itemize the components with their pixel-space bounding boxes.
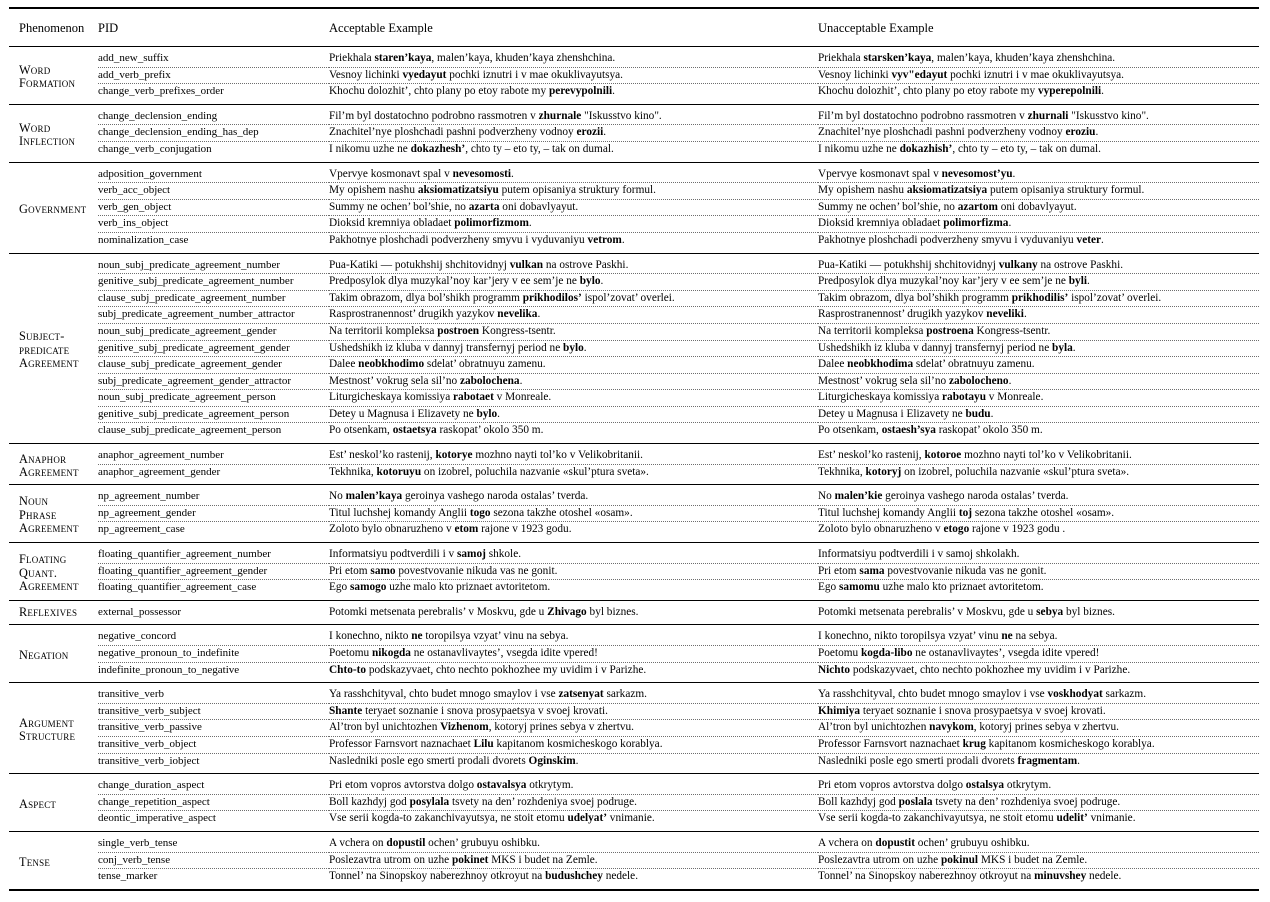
phenomenon-group <box>9 485 1259 543</box>
phenomenon-group <box>9 47 1259 105</box>
acceptable-example-cell: I nikomu uzhe ne dokazhesh’, chto ty – eto ty, – tak on dumal. <box>329 142 614 155</box>
pid-cell: negative_pronoun_to_indefinite <box>98 646 329 663</box>
pid-cell: change_repetition_aspect <box>98 794 329 811</box>
acceptable-example-cell: Mestnost’ vokrug sela sil’no zabolochena. <box>329 373 818 390</box>
pid-cell: clause_subj_predicate_agreement_person <box>98 424 282 437</box>
phenomenon-label-line: Subject- <box>19 329 65 344</box>
phenomenon-group <box>9 444 1259 485</box>
phenomenon-label-line: Reflexives <box>19 604 78 619</box>
unacceptable-example-cell: Zoloto bylo obnaruzheno v etogo rajone v 1923 godu . <box>818 523 1066 536</box>
phenomenon-label-line: Structure <box>19 729 76 744</box>
phenomenon-group <box>9 683 1259 774</box>
acceptable-example-cell: Ego samogo uzhe malo kto priznaet avtoritetom. <box>329 581 551 594</box>
unacceptable-example-cell: My opishem nashu aksiomatizatsiya putem opisaniya struktury formul. <box>818 183 1259 200</box>
acceptable-example-cell: Rasprostranennost’ drugikh yazykov nevelika. <box>329 307 818 324</box>
acceptable-example-cell: Tekhnika, kotoruyu on izobrel, poluchila nazvanie «skul’ptura sveta». <box>329 465 649 478</box>
table-row <box>9 869 1259 890</box>
table-row <box>9 253 1259 274</box>
acceptable-example-cell: Vse serii kogda-to zakanchivayutsya, ne stoit etomu udelyat’ vnimanie. <box>329 812 655 825</box>
table-row <box>9 831 1259 852</box>
acceptable-example-cell: Est’ neskol’ko rastenij, kotorye mozhno nayti tol’ko v Velikobritanii. <box>329 444 818 465</box>
phenomenon-label <box>9 485 98 543</box>
acceptable-example-cell: Na territorii kompleksa postroen Kongress-tsentr. <box>329 323 818 340</box>
table-row <box>9 522 1259 543</box>
pid-cell: single_verb_tense <box>98 831 329 852</box>
acceptable-example-cell: Al’tron byl unichtozhen Vizhenom, kotoryj prines sebya v zhertvu. <box>329 720 818 737</box>
table-row <box>9 485 1259 506</box>
phenomenon-group <box>9 774 1259 832</box>
unacceptable-example-cell: No malen’kie geroinya vashego naroda ostalas’ tverda. <box>818 485 1259 506</box>
unacceptable-example-cell: Poetomu kogda-libo ne ostanavlivaytes’, vsegda idite vpered! <box>818 646 1259 663</box>
phenomenon-label <box>9 683 98 774</box>
acceptable-example-cell: Boll kazhdyj god posylala tsvety na den’ rozhdeniya svoej podruge. <box>329 794 818 811</box>
pid-cell: adposition_government <box>98 162 329 183</box>
acceptable-example-cell: Professor Farnsvort naznachaet Lilu kapitanom kosmicheskogo korablya. <box>329 736 818 753</box>
unacceptable-example-cell: Dioksid kremniya obladaet polimorfizma. <box>818 216 1259 233</box>
acceptable-example-cell: Khochu dolozhit’, chto plany po etoy rabote my perevypolnili. <box>329 85 615 98</box>
phenomenon-label-line: Floating <box>19 552 67 567</box>
unacceptable-example-cell: Poslezavtra utrom on uzhe pokinul MKS i budet na Zemle. <box>818 852 1259 869</box>
acceptable-example-cell: Zoloto bylo obnaruzheno v etom rajone v 1923 godu. <box>329 523 572 536</box>
phenomenon-label <box>9 253 98 444</box>
pid-cell: transitive_verb_object <box>98 736 329 753</box>
unacceptable-example-cell: Titul luchshej komandy Anglii toj sezona takzhe otoshel «osam». <box>818 505 1259 522</box>
table-row <box>9 125 1259 142</box>
table-row <box>9 67 1259 84</box>
unacceptable-example-cell: Professor Farnsvort naznachaet krug kapitanom kosmicheskogo korablya. <box>818 736 1259 753</box>
pid-cell: add_verb_prefix <box>98 67 329 84</box>
unacceptable-example-cell: Predposylok dlya muzykal’noy kar’jery v ee sem’je ne byli. <box>818 274 1259 291</box>
pid-cell: anaphor_agreement_number <box>98 444 329 465</box>
table-row <box>9 753 1259 774</box>
unacceptable-example-cell: Est’ neskol’ko rastenij, kotoroe mozhno nayti tol’ko v Velikobritanii. <box>818 444 1259 465</box>
phenomenon-label-line: Word <box>19 62 51 77</box>
acceptable-example-cell: Po otsenkam, ostaetsya raskopat’ okolo 350 m. <box>329 424 544 437</box>
unacceptable-example-cell: Tonnel’ na Sinopskoy naberezhnoy otkroyut na minuvshey nedele. <box>818 870 1122 883</box>
phenomenon-group <box>9 625 1259 683</box>
acceptable-example-cell: Informatsiyu podtverdili i v samoj shkole. <box>329 543 818 564</box>
phenomenon-label-line: Inflection <box>19 134 76 149</box>
acceptable-example-cell: Pua-Katiki — potukhshij shchitovidnyj vulkan na ostrove Paskhi. <box>329 253 818 274</box>
acceptable-example-cell: Dioksid kremniya obladaet polimorfizmom. <box>329 216 818 233</box>
table-row <box>9 162 1259 183</box>
unacceptable-example-cell: Liturgicheskaya komissiya rabotayu v Monreale. <box>818 390 1259 407</box>
pid-cell: tense_marker <box>98 870 158 883</box>
phenomenon-label <box>9 625 98 683</box>
acceptable-example-cell: Chto-to podskazyvaet, chto nechto pokhozhee my uvidim i v Parizhe. <box>329 663 647 676</box>
pid-cell: add_new_suffix <box>98 47 329 68</box>
table-row <box>9 340 1259 357</box>
table-row <box>9 580 1259 601</box>
pid-cell: indefinite_pronoun_to_negative <box>98 663 240 676</box>
phenomenon-label <box>9 104 98 162</box>
table-row <box>9 47 1259 68</box>
acceptable-example-cell: Pri etom vopros avtorstva dolgo ostavalsya otkrytym. <box>329 774 818 795</box>
table-row <box>9 423 1259 444</box>
table-row <box>9 646 1259 663</box>
table-row <box>9 323 1259 340</box>
table-row <box>9 811 1259 832</box>
acceptable-example-cell: Tonnel’ na Sinopskoy naberezhnoy otkroyut na budushchey nedele. <box>329 870 639 883</box>
table-row <box>9 774 1259 795</box>
unacceptable-example-cell: Priekhala starsken’kaya, malen’kaya, khuden’kaya zhenshchina. <box>818 47 1259 68</box>
unacceptable-example-cell: Detey u Magnusa i Elizavety ne budu. <box>818 406 1259 423</box>
pid-cell: noun_subj_predicate_agreement_number <box>98 253 329 274</box>
phenomenon-group <box>9 253 1259 444</box>
unacceptable-example-cell: Tekhnika, kotoryj on izobrel, poluchila nazvanie «skul’ptura sveta». <box>818 465 1130 478</box>
unacceptable-example-cell: I konechno, nikto toropilsya vzyat’ vinu ne na sebya. <box>818 625 1259 646</box>
table-row <box>9 464 1259 485</box>
unacceptable-example-cell: Mestnost’ vokrug sela sil’no zabolocheno. <box>818 373 1259 390</box>
header-row <box>9 8 1259 47</box>
table-row <box>9 307 1259 324</box>
unacceptable-example-cell: I nikomu uzhe ne dokazhish’, chto ty – eto ty, – tak on dumal. <box>818 142 1101 155</box>
unacceptable-example-cell: Takim obrazom, dlya bol’shikh programm prikhodilis’ ispol’zovat’ overlei. <box>818 290 1259 307</box>
pid-cell: noun_subj_predicate_agreement_gender <box>98 323 329 340</box>
phenomenon-label-line: Aspect <box>19 796 57 811</box>
acceptable-example-cell: Pri etom samo povestvovanie nikuda vas ne gonit. <box>329 563 818 580</box>
pid-cell: external_possessor <box>98 605 182 618</box>
table-row <box>9 703 1259 720</box>
acceptable-example-cell: Titul luchshej komandy Anglii togo sezona takzhe otoshel «osam». <box>329 505 818 522</box>
acceptable-example-cell: Summy ne ochen’ bol’shie, no azarta oni dobavlyayut. <box>329 199 818 216</box>
pid-cell: transitive_verb_passive <box>98 720 329 737</box>
unacceptable-example-cell: Rasprostranennost’ drugikh yazykov neveliki. <box>818 307 1259 324</box>
acceptable-example-cell: Dalee neobkhodimo sdelat’ obratnuyu zamenu. <box>329 357 818 374</box>
acceptable-example-cell: My opishem nashu aksiomatizatsiyu putem opisaniya struktury formul. <box>329 183 818 200</box>
unacceptable-example-cell: Al’tron byl unichtozhen navykom, kotoryj prines sebya v zhertvu. <box>818 720 1259 737</box>
unacceptable-example-cell: Pua-Katiki — potukhshij shchitovidnyj vulkany na ostrove Paskhi. <box>818 253 1259 274</box>
table-row <box>9 141 1259 162</box>
acceptable-example-cell: Takim obrazom, dlya bol’shikh programm prikhodilos’ ispol’zovat’ overlei. <box>329 290 818 307</box>
acceptable-example-cell: Vpervye kosmonavt spal v nevesomosti. <box>329 162 818 183</box>
unacceptable-example-cell: Vse serii kogda-to zakanchivayutsya, ne stoit etomu udelit’ vnimanie. <box>818 812 1136 825</box>
pid-cell: transitive_verb_iobject <box>98 754 200 767</box>
pid-cell: subj_predicate_agreement_number_attractor <box>98 307 329 324</box>
pid-cell: clause_subj_predicate_agreement_gender <box>98 357 329 374</box>
unacceptable-example-cell: Dalee neobkhodima sdelat’ obratnuyu zamenu. <box>818 357 1259 374</box>
table-row <box>9 232 1259 253</box>
table-row <box>9 406 1259 423</box>
pid-cell: deontic_imperative_aspect <box>98 812 216 825</box>
table-row <box>9 683 1259 704</box>
table-row <box>9 84 1259 105</box>
phenomenon-label-line: Noun <box>19 494 49 509</box>
linguistic-phenomena-table <box>9 7 1259 891</box>
unacceptable-example-cell: Ushedshikh iz kluba v dannyj transfernyj period ne byla. <box>818 340 1259 357</box>
table-row <box>9 104 1259 125</box>
phenomenon-label <box>9 600 98 625</box>
unacceptable-example-cell: A vchera on dopustit ochen’ grubuyu oshibku. <box>818 831 1259 852</box>
table-row <box>9 183 1259 200</box>
phenomenon-label <box>9 47 98 105</box>
pid-cell: np_agreement_number <box>98 485 329 506</box>
acceptable-example-cell: Fil’m byl dostatochno podrobno rassmotren v zhurnale "Iskusstvo kino". <box>329 104 818 125</box>
unacceptable-example-cell: Khimiya teryaet soznanie i snova prosypaetsya v svoej krovati. <box>818 703 1259 720</box>
phenomenon-label-line: Anaphor <box>19 451 67 466</box>
pid-cell: floating_quantifier_agreement_number <box>98 543 329 564</box>
acceptable-example-cell: Predposylok dlya muzykal’noy kar’jery v ee sem’je ne bylo. <box>329 274 818 291</box>
pid-cell: np_agreement_case <box>98 523 185 536</box>
pid-cell: transitive_verb <box>98 683 329 704</box>
acceptable-example-cell: A vchera on dopustil ochen’ grubuyu oshibku. <box>329 831 818 852</box>
phenomenon-label-line: Agreement <box>19 521 79 536</box>
acceptable-example-cell: Ya rasshchityval, chto budet mnogo smaylov i vse zatsenyat sarkazm. <box>329 683 818 704</box>
pid-cell: verb_ins_object <box>98 216 329 233</box>
pid-cell: nominalization_case <box>98 233 189 246</box>
acceptable-example-cell: Poslezavtra utrom on uzhe pokinet MKS i budet na Zemle. <box>329 852 818 869</box>
pid-cell: transitive_verb_subject <box>98 703 329 720</box>
table-row <box>9 625 1259 646</box>
unacceptable-example-cell: Vpervye kosmonavt spal v nevesomost’yu. <box>818 162 1259 183</box>
unacceptable-example-cell: Ego samomu uzhe malo kto priznaet avtoritetom. <box>818 581 1044 594</box>
column-header-phenomenon: Phenomenon <box>19 21 85 35</box>
acceptable-example-cell: Pakhotnye ploshchadi podverzheny smyvu i vyduvaniyu vetrom. <box>329 233 625 246</box>
pid-cell: change_verb_prefixes_order <box>98 85 224 98</box>
table-row <box>9 290 1259 307</box>
phenomenon-label-line: Phrase <box>19 507 57 522</box>
phenomenon-label-line: Tense <box>19 854 51 869</box>
phenomenon-group <box>9 831 1259 889</box>
pid-cell: np_agreement_gender <box>98 505 329 522</box>
column-header-unacceptable: Unacceptable Example <box>818 21 934 35</box>
phenomenon-label-line: Argument <box>19 715 74 730</box>
phenomenon-label-line: Government <box>19 201 87 216</box>
unacceptable-example-cell: Potomki metsenata perebralis’ v Moskvu, gde u sebya byl biznes. <box>818 605 1115 618</box>
acceptable-example-cell: Detey u Magnusa i Elizavety ne bylo. <box>329 406 818 423</box>
table-row <box>9 274 1259 291</box>
phenomenon-group <box>9 543 1259 601</box>
pid-cell: change_duration_aspect <box>98 774 329 795</box>
pid-cell: conj_verb_tense <box>98 852 329 869</box>
unacceptable-example-cell: Fil’m byl dostatochno podrobno rassmotren v zhurnali "Iskusstvo kino". <box>818 104 1259 125</box>
pid-cell: change_declension_ending_has_dep <box>98 125 329 142</box>
phenomenon-label-line: Quant. <box>19 565 58 580</box>
pid-cell: genitive_subj_predicate_agreement_number <box>98 274 329 291</box>
pid-cell: floating_quantifier_agreement_case <box>98 581 257 594</box>
pid-cell: change_verb_conjugation <box>98 142 212 155</box>
unacceptable-example-cell: Summy ne ochen’ bol’shie, no azartom oni dobavlyayut. <box>818 199 1259 216</box>
unacceptable-example-cell: Nasledniki posle ego smerti prodali dvorets fragmentam. <box>818 754 1080 767</box>
phenomenon-label-line: Agreement <box>19 579 79 594</box>
phenomenon-label-line: Formation <box>19 76 76 91</box>
unacceptable-example-cell: Pri etom vopros avtorstva dolgo ostalsya otkrytym. <box>818 774 1259 795</box>
unacceptable-example-cell: Pri etom sama povestvovanie nikuda vas ne gonit. <box>818 563 1259 580</box>
table-row <box>9 199 1259 216</box>
table-header <box>9 8 1259 47</box>
table-row <box>9 390 1259 407</box>
unacceptable-example-cell: Ya rasshchityval, chto budet mnogo smaylov i vse voskhodyat sarkazm. <box>818 683 1259 704</box>
pid-cell: floating_quantifier_agreement_gender <box>98 563 329 580</box>
acceptable-example-cell: Vesnoy lichinki vyedayut pochki iznutri i v mae okuklivayutsya. <box>329 67 818 84</box>
table-row <box>9 563 1259 580</box>
unacceptable-example-cell: Khochu dolozhit’, chto plany po etoy rabote my vyperepolnili. <box>818 85 1104 98</box>
table-row <box>9 216 1259 233</box>
phenomenon-label-line: predicate <box>19 342 70 357</box>
phenomenon-group <box>9 104 1259 162</box>
phenomenon-label <box>9 162 98 253</box>
pid-cell: clause_subj_predicate_agreement_number <box>98 290 329 307</box>
pid-cell: anaphor_agreement_gender <box>98 465 221 478</box>
pid-cell: genitive_subj_predicate_agreement_person <box>98 406 329 423</box>
pid-cell: negative_concord <box>98 625 329 646</box>
unacceptable-example-cell: Po otsenkam, ostaesh’sya raskopat’ okolo 350 m. <box>818 424 1043 437</box>
acceptable-example-cell: Shante teryaet soznanie i snova prosypaetsya v svoej krovati. <box>329 703 818 720</box>
unacceptable-example-cell: Boll kazhdyj god poslala tsvety na den’ rozhdeniya svoej podruge. <box>818 794 1259 811</box>
table-row <box>9 662 1259 683</box>
table-row <box>9 373 1259 390</box>
acceptable-example-cell: Potomki metsenata perebralis’ v Moskvu, gde u Zhivago byl biznes. <box>329 605 639 618</box>
table-row <box>9 736 1259 753</box>
table-row <box>9 720 1259 737</box>
phenomenon-label <box>9 774 98 832</box>
table-row <box>9 794 1259 811</box>
phenomenon-label-line: Word <box>19 120 51 135</box>
pid-cell: change_declension_ending <box>98 104 329 125</box>
pid-cell: verb_gen_object <box>98 199 329 216</box>
phenomenon-label <box>9 543 98 601</box>
acceptable-example-cell: Priekhala staren’kaya, malen’kaya, khuden’kaya zhenshchina. <box>329 47 818 68</box>
phenomenon-group <box>9 162 1259 253</box>
table-row <box>9 852 1259 869</box>
unacceptable-example-cell: Vesnoy lichinki vyv"edayut pochki iznutri i v mae okuklivayutsya. <box>818 67 1259 84</box>
table-row <box>9 357 1259 374</box>
column-header-pid: PID <box>98 21 119 35</box>
table-row <box>9 505 1259 522</box>
acceptable-example-cell: Poetomu nikogda ne ostanavlivaytes’, vsegda idite vpered! <box>329 646 818 663</box>
unacceptable-example-cell: Znachitel’nye ploshchadi pashni podverzheny vodnoy eroziu. <box>818 125 1259 142</box>
acceptable-example-cell: Znachitel’nye ploshchadi pashni podverzheny vodnoy erozii. <box>329 125 818 142</box>
table-row <box>9 600 1259 625</box>
unacceptable-example-cell: Na territorii kompleksa postroena Kongress-tsentr. <box>818 323 1259 340</box>
acceptable-example-cell: Nasledniki posle ego smerti prodali dvorets Oginskim. <box>329 754 579 767</box>
phenomenon-label <box>9 444 98 485</box>
phenomenon-label-line: Agreement <box>19 465 79 480</box>
unacceptable-example-cell: Informatsiyu podtverdili i v samoj shkolakh. <box>818 543 1259 564</box>
unacceptable-example-cell: Nichto podskazyvaet, chto nechto pokhozhee my uvidim i v Parizhe. <box>818 663 1131 676</box>
phenomenon-label-line: Negation <box>19 648 69 663</box>
column-header-acceptable: Acceptable Example <box>329 21 433 35</box>
phenomenon-label <box>9 831 98 889</box>
table-row <box>9 444 1259 465</box>
unacceptable-example-cell: Pakhotnye ploshchadi podverzheny smyvu i vyduvaniyu veter. <box>818 233 1104 246</box>
pid-cell: verb_acc_object <box>98 183 329 200</box>
pid-cell: noun_subj_predicate_agreement_person <box>98 390 329 407</box>
acceptable-example-cell: No malen’kaya geroinya vashego naroda ostalas’ tverda. <box>329 485 818 506</box>
phenomenon-label-line: Agreement <box>19 356 79 371</box>
acceptable-example-cell: I konechno, nikto ne toropilsya vzyat’ vinu na sebya. <box>329 625 818 646</box>
pid-cell: genitive_subj_predicate_agreement_gender <box>98 340 329 357</box>
acceptable-example-cell: Ushedshikh iz kluba v dannyj transfernyj period ne bylo. <box>329 340 818 357</box>
table-row <box>9 543 1259 564</box>
phenomenon-group <box>9 600 1259 625</box>
pid-cell: subj_predicate_agreement_gender_attractor <box>98 373 329 390</box>
acceptable-example-cell: Liturgicheskaya komissiya rabotaet v Monreale. <box>329 390 818 407</box>
